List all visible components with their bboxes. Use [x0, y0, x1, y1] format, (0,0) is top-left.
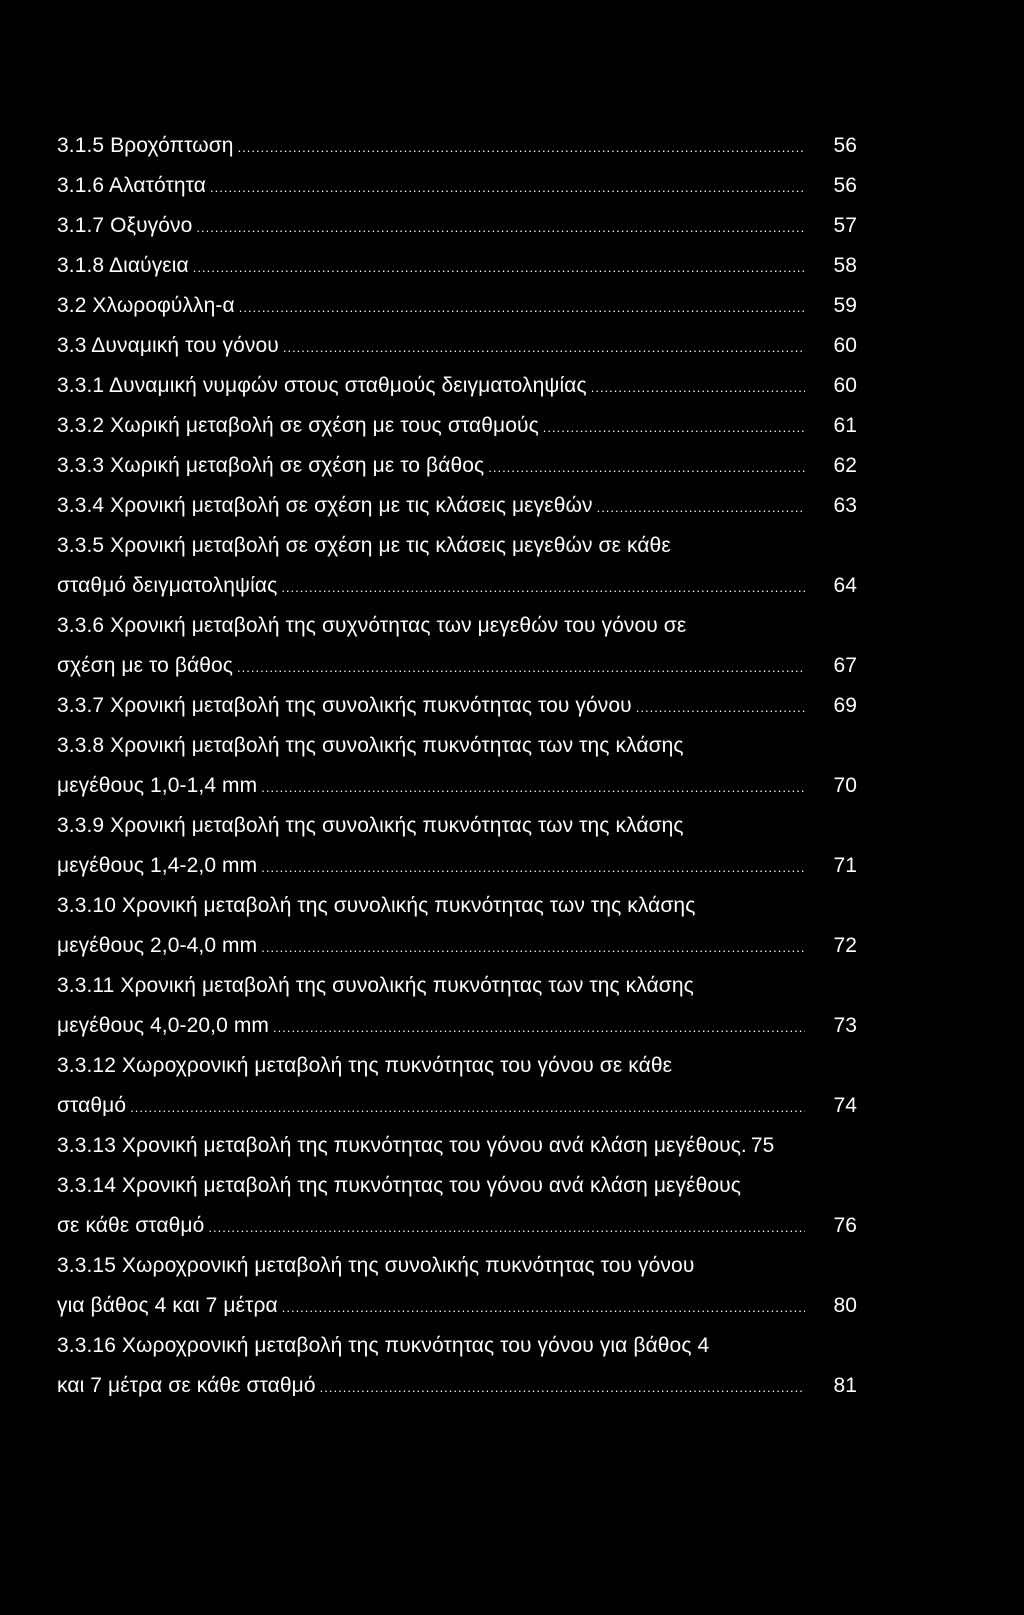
toc-entry-last-line — [57, 566, 857, 606]
page-number: 63 — [833, 494, 857, 517]
toc-entry-title: 3.3.11 Χρονική μεταβολή της συνολικής πυκνότητας των της κλάσης — [57, 974, 694, 997]
dot-leader — [261, 848, 805, 886]
toc-entry-title: μεγέθους 1,0-1,4 mm — [57, 774, 258, 797]
page-number: 75 — [750, 1134, 775, 1157]
toc-entry — [57, 446, 857, 486]
dot-leader — [543, 408, 805, 446]
toc-entry-last-line — [57, 1366, 857, 1406]
dot-leader — [320, 1368, 805, 1406]
toc-entry-title: μεγέθους 2,0-4,0 mm — [57, 934, 258, 957]
toc-entry-last-line — [57, 366, 857, 406]
toc-entry-title: 3.3.15 Χωροχρονική μεταβολή της συνολικής πυκνότητας του γόνου — [57, 1254, 695, 1277]
toc-entry — [57, 1246, 857, 1326]
toc-entry-title: 3.2 Χλωροφύλλη-α — [57, 294, 235, 317]
toc-entry-line — [57, 886, 857, 926]
dot-leader — [237, 648, 805, 686]
toc-entry-last-line — [57, 486, 857, 526]
toc-entry-last-line — [57, 686, 857, 726]
page-number: 74 — [833, 1094, 857, 1117]
toc-entry-line — [57, 726, 857, 766]
page-number: 64 — [833, 574, 857, 597]
toc-entry-title: 3.3.14 Χρονική μεταβολή της πυκνότητας του γόνου ανά κλάση μεγέθους — [57, 1174, 741, 1197]
toc-entry — [57, 326, 857, 366]
toc-entry — [57, 526, 857, 606]
dot-leader — [196, 208, 805, 246]
dot-leader — [193, 248, 805, 286]
dot-leader — [283, 328, 805, 366]
table-of-contents — [57, 126, 857, 1406]
toc-entry-last-line — [57, 326, 857, 366]
page-number: 57 — [833, 214, 857, 237]
dot-leader — [281, 568, 805, 606]
toc-entry-last-line — [57, 206, 857, 246]
toc-entry-title: 3.3.16 Χωροχρονική μεταβολή της πυκνότητας του γόνου για βάθος 4 — [57, 1334, 710, 1357]
page-number: 59 — [833, 294, 857, 317]
page-number: 58 — [833, 254, 857, 277]
toc-entry-title: 3.3.4 Χρονική μεταβολή σε σχέση με τις κλάσεις μεγεθών — [57, 494, 593, 517]
toc-entry-last-line — [57, 926, 857, 966]
toc-entry — [57, 1326, 857, 1406]
toc-entry — [57, 1046, 857, 1126]
page-number: 56 — [833, 174, 857, 197]
dot-leader — [282, 1288, 805, 1326]
toc-entry-title: σε κάθε σταθμό — [57, 1214, 205, 1237]
toc-entry — [57, 246, 857, 286]
toc-entry-title: 3.3 Δυναμική του γόνου — [57, 334, 279, 357]
toc-entry-last-line — [57, 166, 857, 206]
toc-entry — [57, 806, 857, 886]
toc-entry-title: 3.3.9 Χρονική μεταβολή της συνολικής πυκνότητας των της κλάσης — [57, 814, 684, 837]
toc-entry — [57, 126, 857, 166]
dot-leader — [208, 1208, 805, 1246]
toc-entry — [57, 686, 857, 726]
page-number: 60 — [833, 334, 857, 357]
toc-entry-last-line — [57, 126, 857, 166]
toc-entry — [57, 486, 857, 526]
toc-entry-title: 3.3.1 Δυναμική νυμφών στους σταθμούς δειγματοληψίας — [57, 374, 587, 397]
toc-entry-title: 3.1.5 Βροχόπτωση — [57, 134, 234, 157]
toc-entry-title: 3.3.12 Χωροχρονική μεταβολή της πυκνότητας του γόνου σε κάθε — [57, 1054, 673, 1077]
page-number: 71 — [833, 854, 857, 877]
toc-entry-last-line — [57, 406, 857, 446]
toc-entry-line — [57, 1166, 857, 1206]
toc-entry — [57, 606, 857, 686]
toc-entry-title: 3.1.7 Οξυγόνο — [57, 214, 193, 237]
page-number: 62 — [833, 454, 857, 477]
toc-entry-title: 3.3.7 Χρονική μεταβολή της συνολικής πυκνότητας του γόνου — [57, 694, 632, 717]
toc-entry-title: σταθμό δειγματοληψίας — [57, 574, 278, 597]
dot-leader — [261, 768, 805, 806]
toc-entry-line — [57, 966, 857, 1006]
toc-entry — [57, 726, 857, 806]
page-number: 69 — [833, 694, 857, 717]
toc-entry — [57, 286, 857, 326]
toc-entry-last-line — [57, 846, 857, 886]
page-number: 81 — [833, 1374, 857, 1397]
toc-entry-last-line — [57, 1006, 857, 1046]
toc-entry — [57, 206, 857, 246]
toc-entry-title: μεγέθους 1,4-2,0 mm — [57, 854, 258, 877]
toc-entry-title: 3.3.3 Χωρική μεταβολή σε σχέση με το βάθος — [57, 454, 485, 477]
toc-entry-title: 3.3.10 Χρονική μεταβολή της συνολικής πυκνότητας των της κλάσης — [57, 894, 696, 917]
dot-leader — [261, 928, 805, 966]
dot-leader — [239, 288, 805, 326]
toc-entry — [57, 166, 857, 206]
page-number: 56 — [833, 134, 857, 157]
page-number: 76 — [833, 1214, 857, 1237]
toc-entry-line — [57, 806, 857, 846]
page-number: 72 — [833, 934, 857, 957]
page-number: 67 — [833, 654, 857, 677]
page-number: 70 — [833, 774, 857, 797]
toc-entry-last-line — [57, 446, 857, 486]
toc-entry — [57, 1126, 857, 1166]
page-number: 60 — [833, 374, 857, 397]
toc-entry-line — [57, 1246, 857, 1286]
toc-entry-title: μεγέθους 4,0-20,0 mm — [57, 1014, 269, 1037]
toc-entry-line — [57, 606, 857, 646]
toc-entry-last-line — [57, 646, 857, 686]
toc-entry-line — [57, 1326, 857, 1366]
toc-entry-title: 3.3.6 Χρονική μεταβολή της συχνότητας των μεγεθών του γόνου σε — [57, 614, 687, 637]
toc-entry-last-line — [57, 286, 857, 326]
dot-leader — [210, 168, 805, 206]
dot-leader — [130, 1088, 805, 1126]
toc-entry-title: 3.3.2 Χωρική μεταβολή σε σχέση με τους σταθμούς — [57, 414, 539, 437]
toc-entry — [57, 1166, 857, 1246]
dot-leader — [238, 128, 805, 166]
toc-entry-last-line — [57, 1126, 857, 1166]
toc-entry-title: 3.3.5 Χρονική μεταβολή σε σχέση με τις κλάσεις μεγεθών σε κάθε — [57, 534, 671, 557]
page-number: 80 — [833, 1294, 857, 1317]
toc-entry-title: σχέση με το βάθος — [57, 654, 234, 677]
dot-leader — [591, 368, 805, 406]
toc-entry-line — [57, 1046, 857, 1086]
toc-entry — [57, 966, 857, 1046]
toc-entry-line — [57, 526, 857, 566]
toc-entry-title: σταθμό — [57, 1094, 127, 1117]
toc-entry-title: 3.3.8 Χρονική μεταβολή της συνολικής πυκνότητας των της κλάσης — [57, 734, 684, 757]
toc-entry-title: 3.1.6 Αλατότητα — [57, 174, 207, 197]
toc-entry-last-line — [57, 1286, 857, 1326]
toc-entry — [57, 886, 857, 966]
dot-leader — [597, 488, 805, 526]
dot-leader — [273, 1008, 805, 1046]
toc-entry-last-line — [57, 1086, 857, 1126]
toc-entry — [57, 366, 857, 406]
page-number: 61 — [833, 414, 857, 437]
dot-leader — [636, 688, 805, 726]
page-number: 73 — [833, 1014, 857, 1037]
toc-entry-title: 3.3.13 Χρονική μεταβολή της πυκνότητας του γόνου ανά κλάση μεγέθους. — [57, 1134, 747, 1157]
toc-entry-last-line — [57, 246, 857, 286]
toc-entry-last-line — [57, 766, 857, 806]
toc-entry-title: για βάθος 4 και 7 μέτρα — [57, 1294, 278, 1317]
toc-entry — [57, 406, 857, 446]
toc-entry-last-line — [57, 1206, 857, 1246]
dot-leader — [488, 448, 805, 486]
toc-entry-title: 3.1.8 Διαύγεια — [57, 254, 189, 277]
toc-entry-title: και 7 μέτρα σε κάθε σταθμό — [57, 1374, 316, 1397]
